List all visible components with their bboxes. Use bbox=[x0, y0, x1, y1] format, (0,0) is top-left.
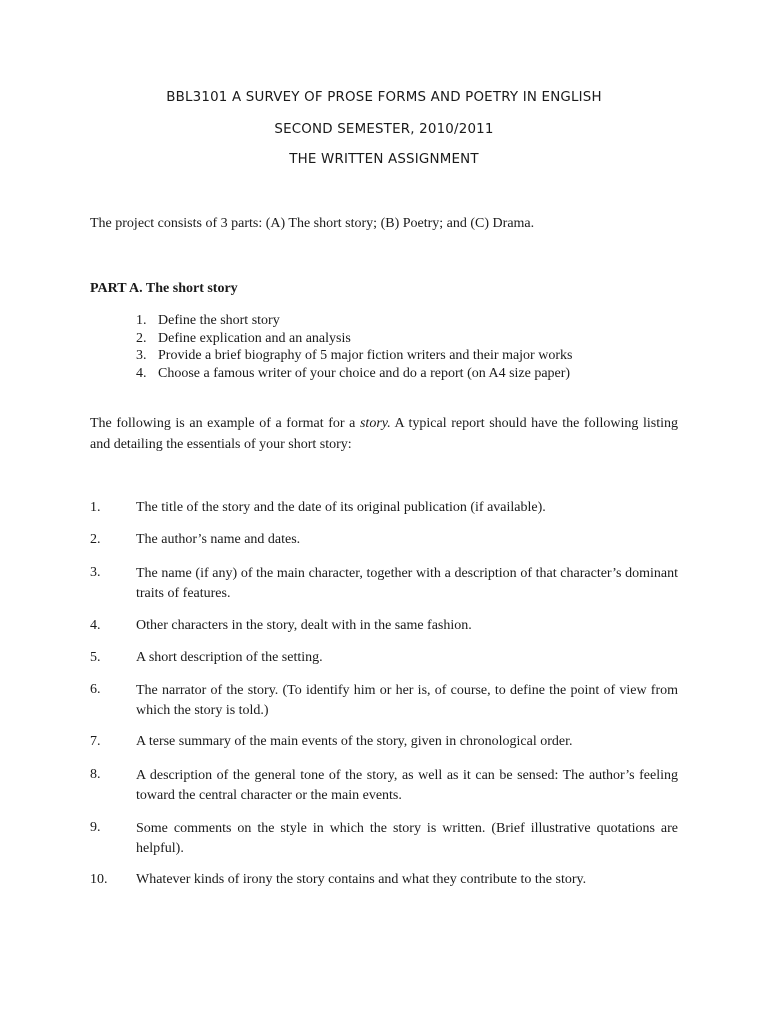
task-number: 3. bbox=[136, 348, 147, 363]
task-number: 4. bbox=[136, 366, 147, 381]
task-number: 1. bbox=[136, 313, 147, 328]
item-number: 9. bbox=[90, 820, 101, 835]
item-number: 3. bbox=[90, 565, 101, 580]
item-number: 4. bbox=[90, 618, 101, 633]
format-text-after: A typical report should have the following listing and detailing the essentials of your short story: bbox=[90, 416, 678, 452]
course-title: BBL3101 A SURVEY OF PROSE FORMS AND POETRY IN ENGLISH bbox=[166, 90, 602, 105]
item-number: 7. bbox=[90, 734, 101, 749]
item-text: Some comments on the style in which the story is written. (Brief illustrative quotations are helpful). bbox=[136, 821, 678, 856]
intro-paragraph: The project consists of 3 parts: (A) The short story; (B) Poetry; and (C) Drama. bbox=[90, 216, 535, 231]
item-number: 2. bbox=[90, 532, 101, 547]
format-text-before: The following is an example of a format for a bbox=[90, 416, 360, 431]
semester-line: SECOND SEMESTER, 2010/2011 bbox=[274, 122, 494, 137]
part-a-heading: PART A. The short story bbox=[90, 281, 238, 296]
task-number: 2. bbox=[136, 331, 147, 346]
item-text: Other characters in the story, dealt with in the same fashion. bbox=[136, 618, 472, 633]
item-text: The author’s name and dates. bbox=[136, 532, 301, 547]
format-paragraph bbox=[90, 413, 678, 455]
item-number: 10. bbox=[90, 872, 108, 887]
format-text-emphasis: story. bbox=[359, 416, 391, 431]
task-text: Provide a brief biography of 5 major fiction writers and their major works bbox=[158, 348, 573, 363]
item-text: Whatever kinds of irony the story contains and what they contribute to the story. bbox=[136, 872, 587, 887]
item-text: A description of the general tone of the story, as well as it can be sensed: The author’s feeling toward the central character or the main events. bbox=[136, 768, 678, 803]
item-number: 1. bbox=[90, 500, 101, 515]
task-text: Choose a famous writer of your choice and do a report (on A4 size paper) bbox=[158, 366, 571, 381]
task-text: Define the short story bbox=[158, 313, 280, 328]
item-text: A terse summary of the main events of the story, given in chronological order. bbox=[136, 734, 573, 749]
item-text: The narrator of the story. (To identify him or her is, of course, to define the point of view from which the story is told.) bbox=[136, 683, 678, 718]
assignment-title: THE WRITTEN ASSIGNMENT bbox=[289, 152, 479, 167]
item-text: The title of the story and the date of its original publication (if available). bbox=[136, 500, 546, 515]
item-text: A short description of the setting. bbox=[136, 650, 323, 665]
item-text: The name (if any) of the main character, together with a description of that character’s dominant traits of features. bbox=[136, 566, 678, 601]
item-number: 6. bbox=[90, 682, 101, 697]
item-number: 8. bbox=[90, 767, 101, 782]
item-number: 5. bbox=[90, 650, 101, 665]
task-text: Define explication and an analysis bbox=[158, 331, 351, 346]
